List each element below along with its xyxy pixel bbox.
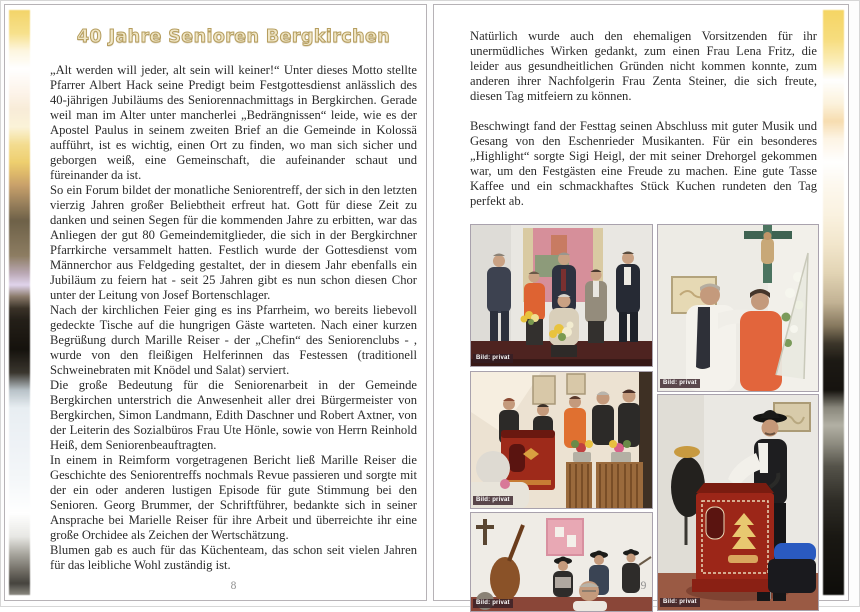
paragraph: So ein Forum bildet der monatliche Seniorentreff, der sich in den letzten vierzig Jahren großer Beliebtheit erfreut hat. Gott für diese Zeit zu danken und seinen Segen für die kommenden Jahre zu erbitten, war das Anliegen der gut 80 Gemeindemitglieder, die sich in der Bergkirchner Pfarrkirche versammelt hatten. Festlich wurde der Gottesdienst vom Männerchor aus Feldgeding gestaltet, der in diesem Jahr ebenfalls ein Jubiläum zu feiern hat - seit 25 Jahren gibt es nun schon diesen Chor unter der Leitung von Josef Bortenschlager.: [50, 183, 417, 302]
paragraph: In einem in Reimform vorgetragenen Bericht ließ Marille Reiser die Geschichte des Seniorentreffs nochmals Revue passieren und sorgte mit der ein oder anderen lustigen Episode für gute Stimmung bei den Senioren. Georg Brummer, der Schriftführer, bedankte sich in seiner Ansprache bei Marielle Reiser für ihre Arbeit und überreichte ihr eine große Orchidee als Zeichen der Wertschätzung.: [50, 453, 417, 542]
photo-caption: Bild: privat: [473, 599, 513, 608]
page-number-right: 9: [640, 580, 647, 592]
left-page-body: [50, 63, 417, 573]
watercolor-border-left: [9, 10, 30, 595]
page-right: [433, 4, 849, 606]
photo-caption: Bild: privat: [473, 354, 513, 363]
paragraph: Nach der kirchlichen Feier ging es ins Pfarrheim, wo bereits liebevoll gedeckte Tische auf die hungrigen Gäste warteten. Nach einer kurzen Begrüßung durch Marille Reiser - der „Chefin“ des Seniorenclubs - , wurde von den fleißigen Helferinnen das Festessen (traditionell Schweinebraten mit Knödel und Salat) serviert.: [50, 303, 417, 377]
photo-caption: Bild: privat: [660, 598, 700, 607]
paragraph: Beschwingt fand der Festtag seinen Abschluss mit guter Musik und Gesang von den Eschenrieder Musikanten. Für ein besonderes „Highlight“ sorgte Sigi Heigl, der mit seiner Drehorgel gekommen war, um den Festgästen eine Freude zu machen. Eine gute Tasse Kaffee und ein schmackhaftes Stück Kuchen rundeten den Tag perfekt ab.: [470, 119, 817, 208]
paragraph: „Alt werden will jeder, alt sein will keiner!“ Unter dieses Motto stellte Pfarrer Albert Hack seine Predigt beim Festgottesdienst anlässlich des 40-jährigen Jubiläums des Seniorennachmittags in Bergkirchen. Gerade weil man im Alter unter mancherlei „Bedrängnissen“ leide, wie es der Apostel Paulus in seinem zweiten Brief an die Gemeinde in Kolossä aufführt, ist es wichtig, einen Ort zu finden, wo man sich sicher und geborgen weiß, eine Gemeinschaft, die aufeinander schaut und füreinander da ist.: [50, 63, 417, 182]
right-page-body: [470, 29, 817, 209]
page-title: 40 Jahre Senioren Bergkirchen: [76, 27, 391, 47]
page-left: [4, 4, 427, 601]
paragraph: Blumen gab es auch für das Küchenteam, das schon seit vielen Jahren für das leibliche Wohl zuständig ist.: [50, 543, 417, 572]
couple-with-bouquet-photo: [657, 224, 819, 392]
photo-collage: [470, 224, 819, 612]
women-with-flowers-photo: [470, 371, 653, 509]
watercolor-border-right: [823, 10, 844, 595]
photo-caption: Bild: privat: [660, 379, 700, 388]
musicians-photo: [470, 512, 653, 612]
photo-caption: Bild: privat: [473, 496, 513, 505]
barrel-organ-player-photo: [657, 394, 819, 611]
paragraph: Natürlich wurde auch den ehemaligen Vorsitzenden für ihr unermüdliches Wirken gedankt, zum einen Frau Lena Fritz, die leider aus gesundheitlichen Gründen nicht kommen konnte, zum anderen ihrer Nachfolgerin Frau Zenta Steiner, die sich freute, diesen Tag mitfeiern zu können.: [470, 29, 817, 103]
festival-group-photo: [470, 224, 653, 367]
paragraph: Die große Bedeutung für die Seniorenarbeit in der Gemeinde Bergkirchen unterstrich die Anwesenheit aller drei Bürgermeister von Bergkirchen, Simon Landmann, Edith Daschner und Robert Axtner, von der Leiterin des Sozialbüros Frau Ute Hönle, sowie von Herrn Reinhold Heiß, dem Seniorenbeauftragten.: [50, 378, 417, 452]
page-number-left: 8: [230, 580, 237, 592]
